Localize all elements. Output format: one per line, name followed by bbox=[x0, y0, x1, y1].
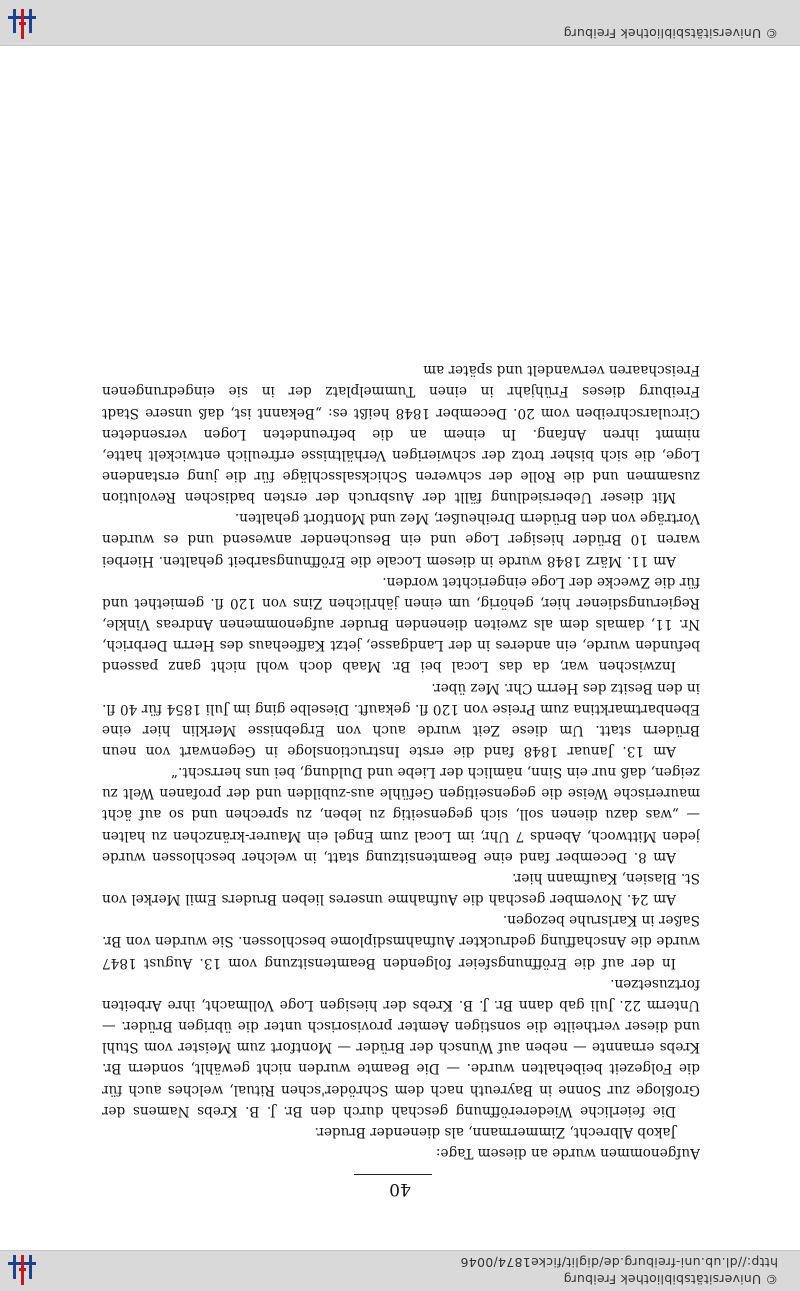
library-logo-icon bbox=[0, 1251, 46, 1291]
paragraph: Am 11. März 1848 wurde in diesem Locale die Eröffnungsarbeit gehalten. Hierbei waren 10 Brüder hiesiger Loge und ein Besuchender anwesend und es wurden Vorträge von den Brüdern Dreiheußer, Mez und Montfort gehalten. bbox=[102, 510, 700, 569]
page-number-rule bbox=[354, 1174, 432, 1175]
paragraph: Am 13. Januar 1848 fand die erste Instructionsloge in Gegenwart von neun Brüdern statt. Um diese Zeit wurde auch von Ergebnisse Merklin hier eine Ebenbartmarktina zum Preise von 120 fl. gekauft. Dieselbe ging im Juli 1854 für 40 fl. in den Besitz des Herrn Chr. Mez über. bbox=[102, 679, 700, 760]
page-number: 40 bbox=[389, 1179, 411, 1199]
library-logo-icon bbox=[0, 5, 46, 45]
paragraph: Am 8. December fand eine Beamtensitzung statt, in welcher beschlossen wurde jeden Mittwoch, Abends 7 Uhr, im Local zum Engel ein Maurer-kränzchen zu halten — „was dazu dienen soll, sich gegenseitig zu leben, zu sprechen und so auf ächt maurerische Weise die gegenseitigen Gefühle aus-zubilden und der profanen Welt zu zeigen, daß nur ein Sinn, nämlich der Liebe und Duldung, bei uns herrscht.“ bbox=[102, 764, 700, 865]
paragraph: Am 24. November geschah die Aufnahme unseres lieben Bruders Emil Merkel von St. Blasien, Kaufmann hier. bbox=[102, 869, 700, 908]
viewer-footer bbox=[0, 0, 800, 46]
paragraph: In der auf die Eröffnungsfeier folgenden Beamtensitzung vom 13. August 1847 wurde die Anschaffung gedruckter Aufnahmsdiplome beschlossen. Sie wurden von Br. Saßer in Karlsruhe bezogen. bbox=[102, 912, 700, 971]
paragraph: Aufgenommen wurde an diesem Tage: bbox=[435, 1145, 700, 1161]
paragraph: Mit dieser Uebersiedlung fällt der Ausbruch der ersten badischen Revolution zusammen und die Rolle der schweren Schicksalsschläge für die jung erstandene Loge, die sich bisher trotz der schwierigen Verhältnisse erfreulich entwickelt hatte, nimmt ihren Anfang. In einem an die befreundeten Logen versendeten Circularschreiben vom 20. December 1848 heißt es: „Bekannt ist, daß unsere Stadt Freiburg dieses Frühjahr in einen Tummelplatz der in sie eingedrungenen Freischaaren verwandelt und später am bbox=[102, 362, 700, 506]
viewer-header bbox=[0, 1250, 800, 1291]
paragraph: Jakob Albrecht, Zimmermann, als dienender Bruder. bbox=[314, 1123, 676, 1140]
copyright-text: © Universitätsbibliothek Freiburg bbox=[563, 26, 778, 41]
paragraph: Inzwischen war, da das Local bei Br. Maab doch wohl nicht ganz passend befunden wurde, ein anderes in der Landgasse, jetzt Kaffeehaus des Herrn Derbrich, Nr. 11, damals dem als zweiten dienenden Bruder aufgenommenen Andreas Vinkle, Regierungsdiener hier, gehörig, um einen jährlichen Zins von 120 fl. gemiethet und für die Zwecke der Loge eingerichtet worden. bbox=[102, 573, 700, 675]
source-url-link[interactable]: http://dl.ub.uni-freiburg.de/diglit/ficke1874/0046 bbox=[460, 1255, 778, 1270]
scanned-page-text bbox=[102, 63, 700, 1163]
copyright-text: © Universitätsbibliothek Freiburg bbox=[563, 1272, 778, 1287]
paragraph: Die feierliche Wiedereröffnung geschah durch den Br. J. B. Krebs Namens der Großloge zur Sonne in Bayreuth nach dem Schröder'schen Ritual, welches auch für die Folgezeit beibehalten wurde. — Die Beamte wurden nicht gewählt, sondern Br. Krebs ernannte — neben auf Wunsch der Brüder — Montfort zum Meister vom Stuhl und dieser vertheilte die sonstigen Aemter provisorisch unter die übrigen Brüder. — Unterm 22. Juli gab dann Br. J. B. Krebs der hiesigen Loge Vollmacht, ihre Arbeiten fortzusetzen. bbox=[102, 975, 700, 1119]
